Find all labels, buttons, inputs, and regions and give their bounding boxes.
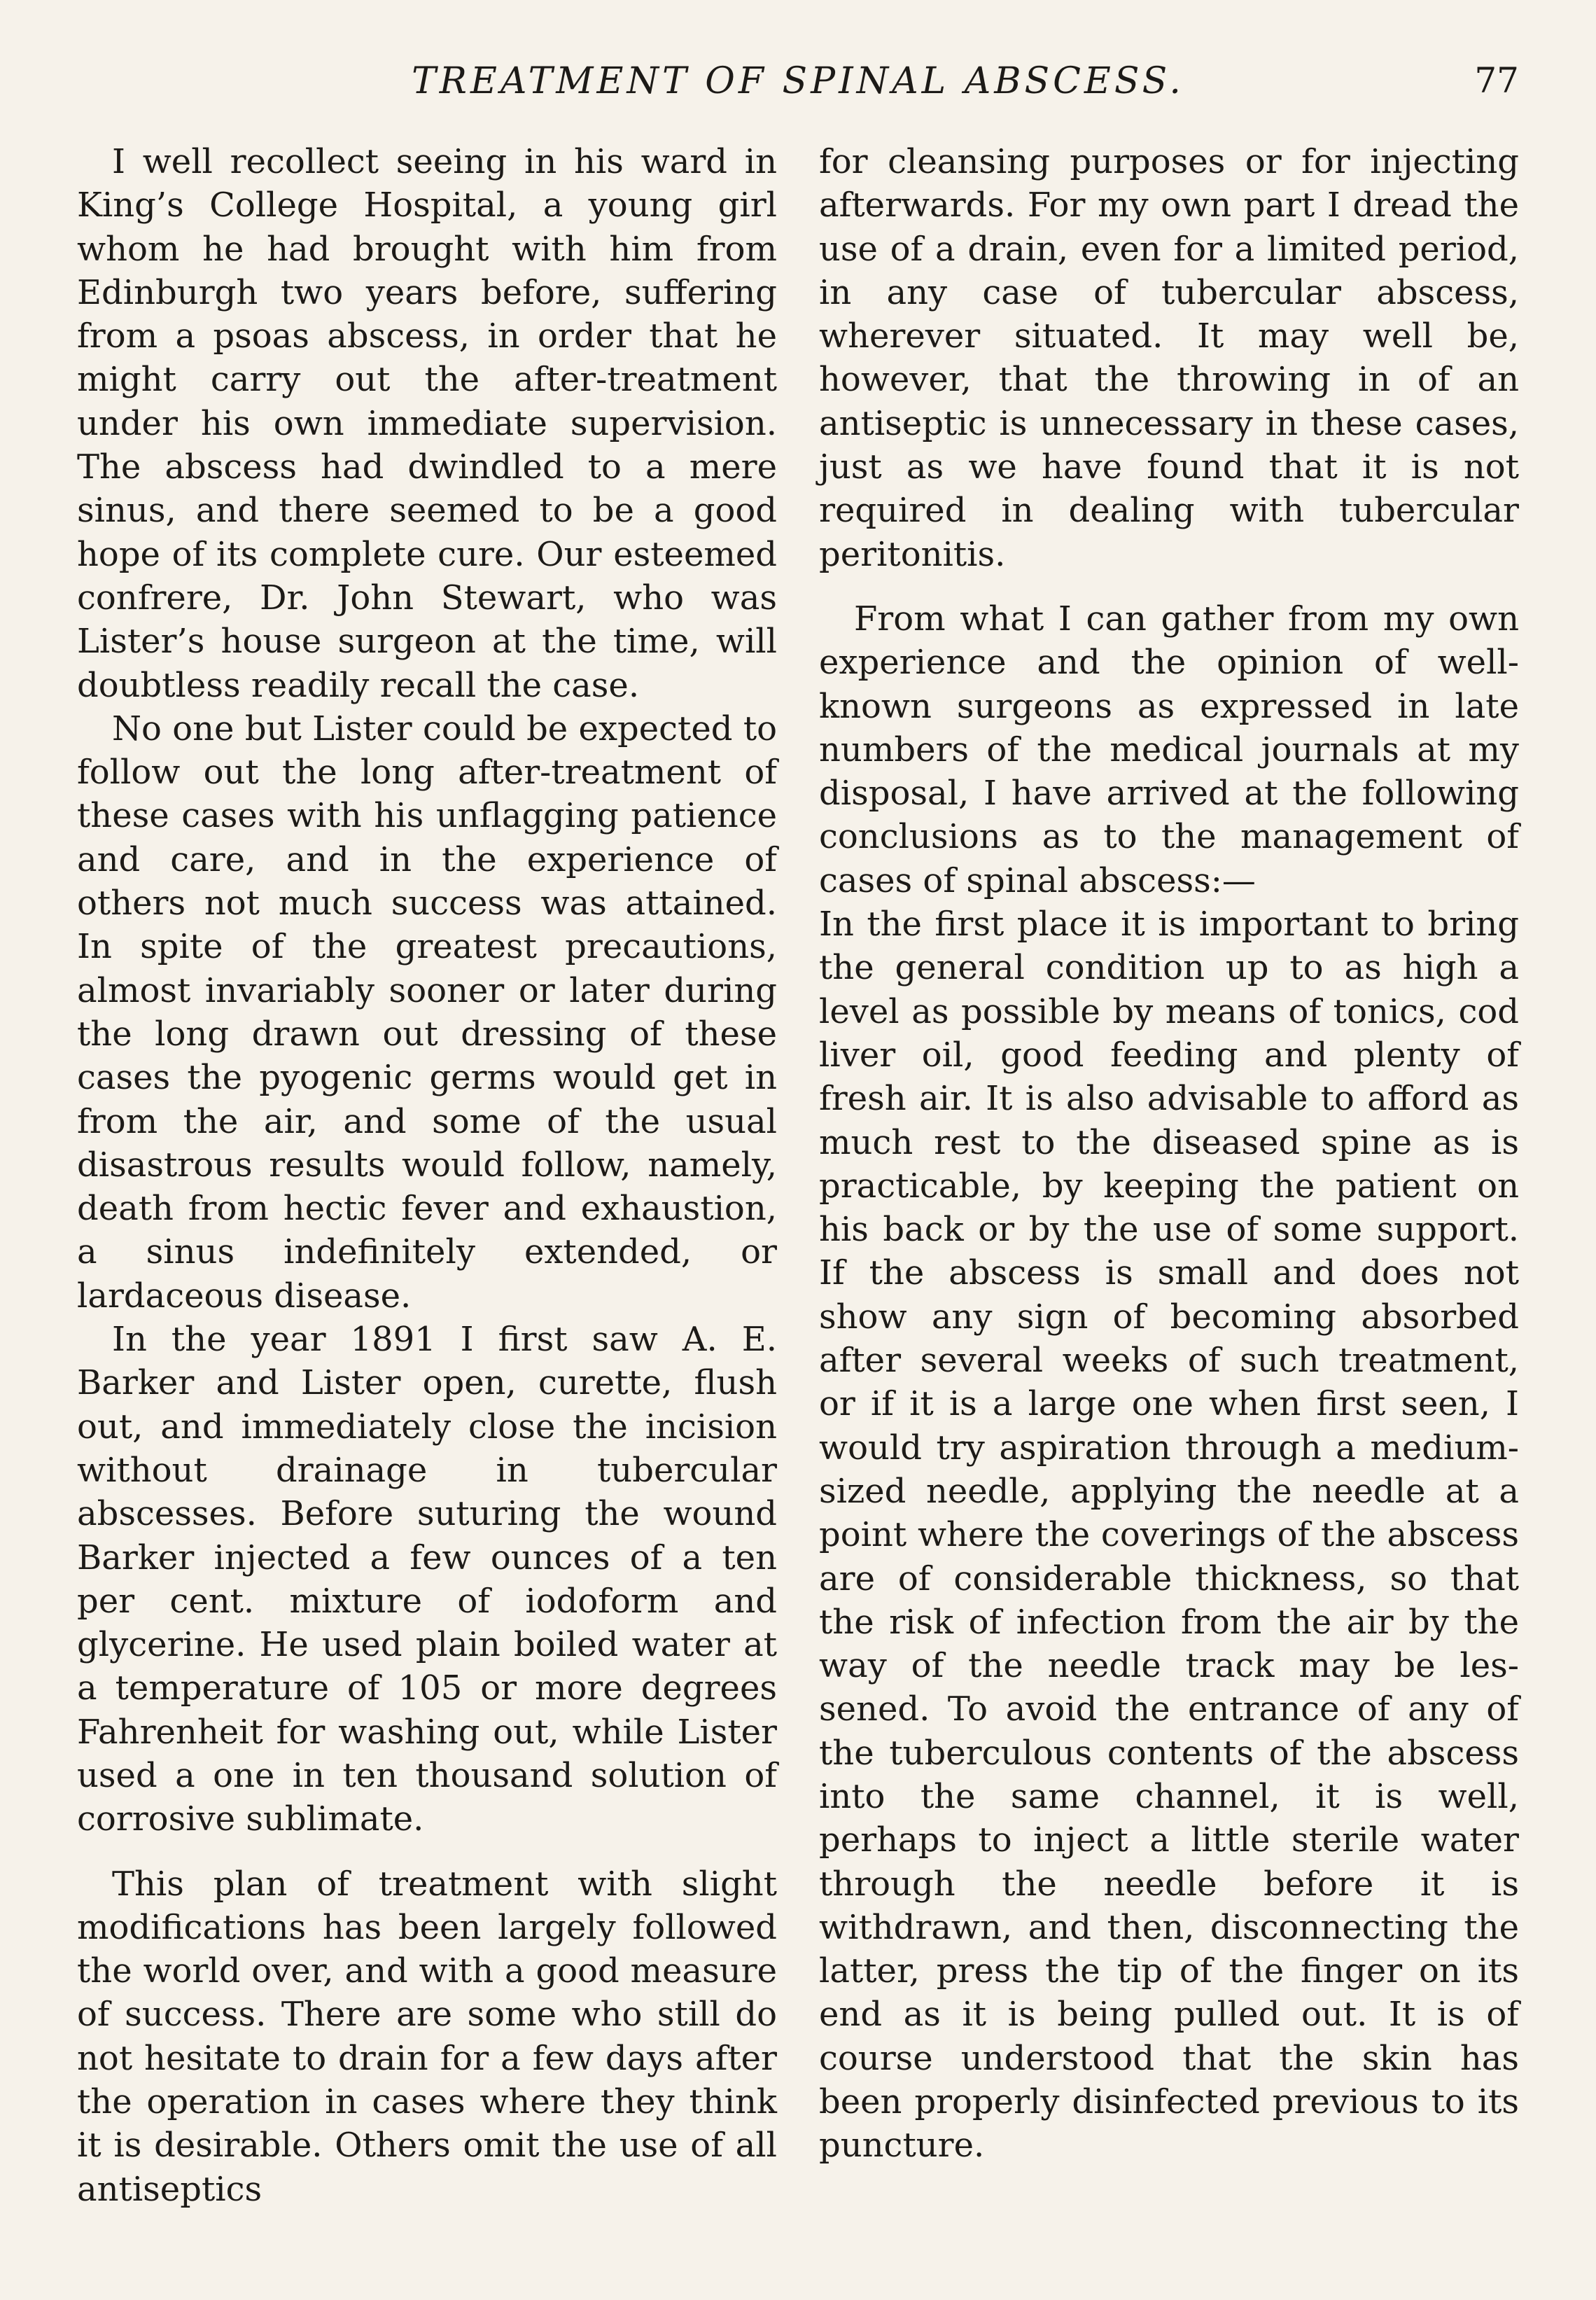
page-header	[77, 35, 1519, 112]
paragraph: In the first place it is important to bring the general condition up to as high a level as possible by means of tonics, cod liver oil, good feeding and plenty of fresh air. It is also advisable to afford as much rest to the diseased spine as is practicable, by keeping the patient on his back or by the use of some support. If the abscess is small and does not show any sign of becoming absorbed after several weeks of such treatment, or if it is a large one when first seen, I would try aspiration through a medium-sized needle, applying the needle at a point where the coverings of the abscess are of considerable thickness, so that the risk of infection from the air by the way of the needle track may be lessened. To avoid the entrance of any of the tuberculous contents of the abscess into the same channel, it is well, perhaps to inject a little sterile water through the needle before it is withdrawn, and then, disconnecting the latter, press the tip of the finger on its end as it is being pulled out. It is of course understood that the skin has been properly disinfected previous to its puncture.	[819, 905, 1519, 2166]
text-columns	[77, 140, 1519, 2275]
paragraph: This plan of treatment with slight modifications has been largely followed the world over, and with a good measure of success. There are some who still do not hesitate to drain for a few days after the operation in cases where they think it is desirable. Others omit the use of all antiseptics	[77, 1864, 777, 2209]
paragraph: From what I can gather from my own experience and the opinion of well-known surgeons as expressed in late numbers of the medical journals at my disposal, I have arrived at the following conclusions as to the management of cases of spinal abscess:—	[819, 599, 1519, 900]
book-page	[77, 35, 1519, 2261]
left-column	[77, 140, 777, 2211]
running-title: TREATMENT OF SPINAL ABSCESS.	[412, 60, 1184, 102]
paragraph: I well recollect seeing in his ward in King’s College Hospital, a young girl whom he had brought with him from Edinburgh two years before, suffering from a psoas abscess, in order that he might carry out the after-treatment under his own immediate supervision. The abscess had dwindled to a mere sinus, and there seemed to be a good hope of its complete cure. Our esteemed confrere, Dr. John Stewart, who was Lister’s house surgeon at the time, will doubtless readily recall the case.	[77, 142, 777, 705]
paragraph: for cleansing purposes or for injecting afterwards. For my own part I dread the use of a drain, even for a limited period, in any case of tubercular abscess, wherever situated. It may well be, however, that the throwing in of an antiseptic is unnecessary in these cases, just as we have found that it is not required in dealing with tubercular peritonitis.	[819, 142, 1519, 574]
paragraph: No one but Lister could be expected to follow out the long after-treatment of these cases with his unflagging patience and care, and in the experience of others not much success was attained. In spite of the greatest precautions, almost invariably sooner or later during the long drawn out dressing of these cases the pyogenic germs would get in from the air, and some of the usual disastrous results would follow, namely, death from hectic fever and exhaustion, a sinus indefinitely extended, or lardaceous disease.	[77, 709, 777, 1316]
right-column	[819, 140, 1519, 2168]
paragraph: In the year 1891 I first saw A. E. Barker and Lister open, curette, flush out, and immediately close the incision without drainage in tubercular abscesses. Before suturing the wound Barker injected a few ounces of a ten per cent. mixture of iodoform and glycerine. He used plain boiled water at a temperature of 105 or more degrees Fahrenheit for washing out, while Lister used a one in ten thousand solution of corrosive sublimate.	[77, 1320, 777, 1839]
page-number: 77	[1474, 60, 1519, 101]
